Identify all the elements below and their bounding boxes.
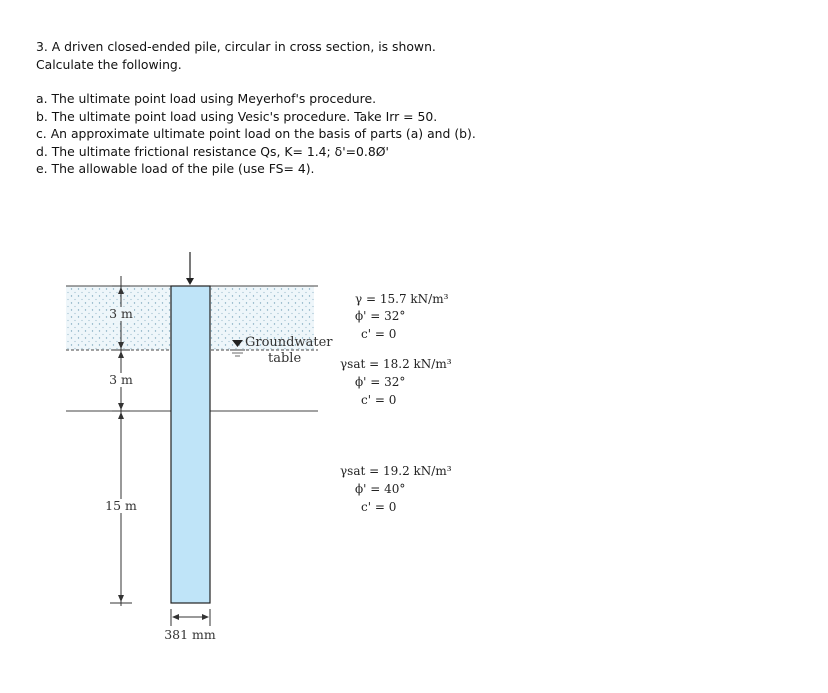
load-arrow-head — [186, 278, 194, 285]
problem-intro-line-1: 3. A driven closed-ended pile, circular in cross section, is shown. — [36, 39, 436, 54]
layer2-cohesion: c' = 0 — [361, 393, 397, 407]
layer1-depth-label: 3 m — [109, 306, 133, 321]
layer2-depth-label: 3 m — [109, 372, 133, 387]
groundwater-label-2: table — [268, 351, 302, 366]
layer3-depth-label: 15 m — [105, 498, 137, 513]
layer1-unit-weight: γ = 15.7 kN/m³ — [355, 292, 449, 306]
layer3-unit-weight: γsat = 19.2 kN/m³ — [340, 464, 452, 478]
layer1-cohesion: c' = 0 — [361, 327, 397, 341]
item-e: e. The allowable load of the pile (use FS= 4). — [36, 161, 315, 176]
problem-intro-line-2: Calculate the following. — [36, 56, 182, 72]
item-d: d. The ultimate frictional resistance Qs, K= 1.4; δ'=0.8Ø' — [36, 143, 389, 159]
pile-diameter-label: 381 mm — [164, 627, 216, 642]
groundwater-label: Groundwater — [245, 335, 333, 350]
item-b: b. The ultimate point load using Vesic's procedure. Take Irr = 50. — [36, 108, 438, 124]
layer2-friction-angle: ϕ' = 32° — [355, 375, 406, 389]
layer3-cohesion: c' = 0 — [361, 500, 397, 514]
layer2-unit-weight: γsat = 18.2 kN/m³ — [340, 357, 452, 371]
layer3-friction-angle: ϕ' = 40° — [355, 482, 406, 496]
pile — [171, 286, 210, 603]
layer1-friction-angle: ϕ' = 32° — [355, 309, 406, 323]
item-c: c. An approximate ultimate point load on the basis of parts (a) and (b). — [36, 126, 476, 141]
item-a: a. The ultimate point load using Meyerhof's procedure. — [36, 91, 377, 106]
